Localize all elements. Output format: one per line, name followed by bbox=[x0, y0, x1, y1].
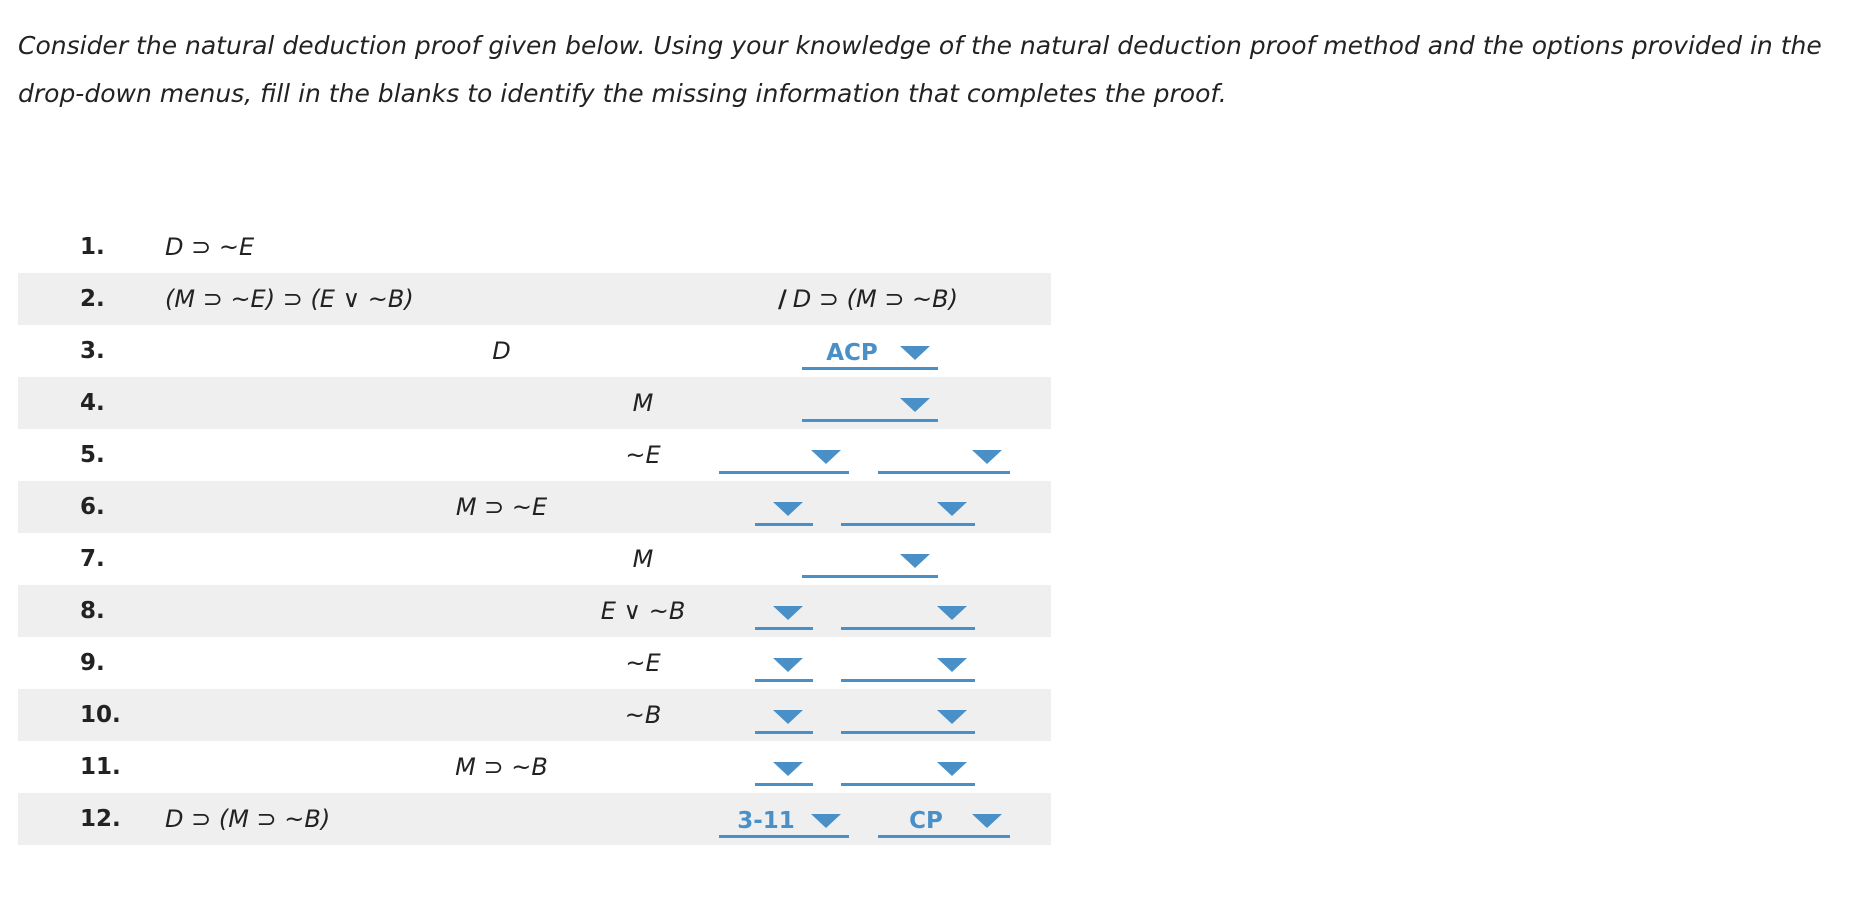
rule-dropdown[interactable] bbox=[878, 805, 1010, 838]
line-number: 10. bbox=[80, 702, 121, 728]
line-formula: M ⊃ ~B bbox=[455, 753, 548, 781]
line-reference-dropdown[interactable] bbox=[755, 753, 813, 786]
caret-down-icon bbox=[773, 502, 803, 516]
line-formula: E ∨ ~B bbox=[600, 597, 686, 625]
caret-down-icon bbox=[773, 658, 803, 672]
line-number: 8. bbox=[80, 598, 105, 624]
proof-table bbox=[18, 221, 1051, 845]
rule-dropdown[interactable] bbox=[841, 597, 975, 630]
line-reference-dropdown[interactable] bbox=[755, 649, 813, 682]
line-number: 12. bbox=[80, 806, 121, 832]
line-reference-dropdown[interactable] bbox=[719, 441, 849, 474]
proof-line-12 bbox=[18, 793, 1051, 845]
line-reference-value: 3-11 bbox=[737, 808, 795, 834]
proof-line-7 bbox=[18, 533, 1051, 585]
proof-line-6 bbox=[18, 481, 1051, 533]
rule-dropdown[interactable] bbox=[841, 649, 975, 682]
conclusion-statement bbox=[778, 273, 958, 325]
line-reference-dropdown[interactable] bbox=[755, 493, 813, 526]
proof-line-2 bbox=[18, 273, 1051, 325]
line-number: 4. bbox=[80, 390, 105, 416]
line-number: 1. bbox=[80, 234, 105, 260]
rule-dropdown[interactable] bbox=[841, 753, 975, 786]
caret-down-icon bbox=[900, 554, 930, 568]
line-reference-dropdown[interactable] bbox=[719, 805, 849, 838]
line-formula: ~E bbox=[625, 649, 661, 677]
caret-down-icon bbox=[811, 814, 841, 828]
caret-down-icon bbox=[972, 450, 1002, 464]
line-formula: D ⊃ (M ⊃ ~B) bbox=[165, 805, 331, 833]
line-reference-dropdown[interactable] bbox=[755, 597, 813, 630]
caret-down-icon bbox=[937, 658, 967, 672]
proof-line-10 bbox=[18, 689, 1051, 741]
proof-line-11 bbox=[18, 741, 1051, 793]
proof-line-9 bbox=[18, 637, 1051, 689]
caret-down-icon bbox=[773, 762, 803, 776]
proof-line-5 bbox=[18, 429, 1051, 481]
line-formula: M bbox=[632, 545, 654, 573]
line-number: 6. bbox=[80, 494, 105, 520]
proof-line-3 bbox=[18, 325, 1051, 377]
line-number: 5. bbox=[80, 442, 105, 468]
premise-formula: D ⊃ ~E bbox=[165, 233, 255, 261]
caret-down-icon bbox=[972, 814, 1002, 828]
line-reference-dropdown[interactable] bbox=[755, 701, 813, 734]
caret-down-icon bbox=[900, 398, 930, 412]
line-formula: M ⊃ ~E bbox=[455, 493, 548, 521]
line-number: 11. bbox=[80, 754, 121, 780]
proof-line-4 bbox=[18, 377, 1051, 429]
line-number: 7. bbox=[80, 546, 105, 572]
rule-dropdown[interactable] bbox=[841, 493, 975, 526]
caret-down-icon bbox=[773, 606, 803, 620]
line-formula: ~B bbox=[624, 701, 662, 729]
proof-line-1 bbox=[18, 221, 1051, 273]
caret-down-icon bbox=[773, 710, 803, 724]
rule-dropdown[interactable] bbox=[878, 441, 1010, 474]
line-number: 9. bbox=[80, 650, 105, 676]
caret-down-icon bbox=[937, 502, 967, 516]
rule-dropdown[interactable] bbox=[802, 389, 938, 422]
caret-down-icon bbox=[937, 710, 967, 724]
line-formula: ~E bbox=[625, 441, 661, 469]
rule-dropdown[interactable] bbox=[802, 545, 938, 578]
caret-down-icon bbox=[937, 762, 967, 776]
caret-down-icon bbox=[900, 346, 930, 360]
rule-value: CP bbox=[909, 808, 943, 834]
line-number: 2. bbox=[80, 286, 105, 312]
rule-dropdown[interactable] bbox=[802, 337, 938, 370]
line-number: 3. bbox=[80, 338, 105, 364]
proof-line-8 bbox=[18, 585, 1051, 637]
instructions: Consider the natural deduction proof given below. Using your knowledge of the natural deduction proof method and the options provided in the drop-down menus, fill in the blanks to identify the missing information that completes the proof. bbox=[18, 31, 1822, 108]
conclusion-slash: / bbox=[778, 285, 787, 313]
conclusion-formula: D ⊃ (M ⊃ ~B) bbox=[792, 285, 958, 313]
rule-dropdown[interactable] bbox=[841, 701, 975, 734]
line-formula: M bbox=[632, 389, 654, 417]
rule-value: ACP bbox=[826, 340, 878, 366]
line-formula: D bbox=[492, 337, 511, 365]
premise-formula: (M ⊃ ~E) ⊃ (E ∨ ~B) bbox=[165, 285, 414, 313]
caret-down-icon bbox=[937, 606, 967, 620]
caret-down-icon bbox=[811, 450, 841, 464]
